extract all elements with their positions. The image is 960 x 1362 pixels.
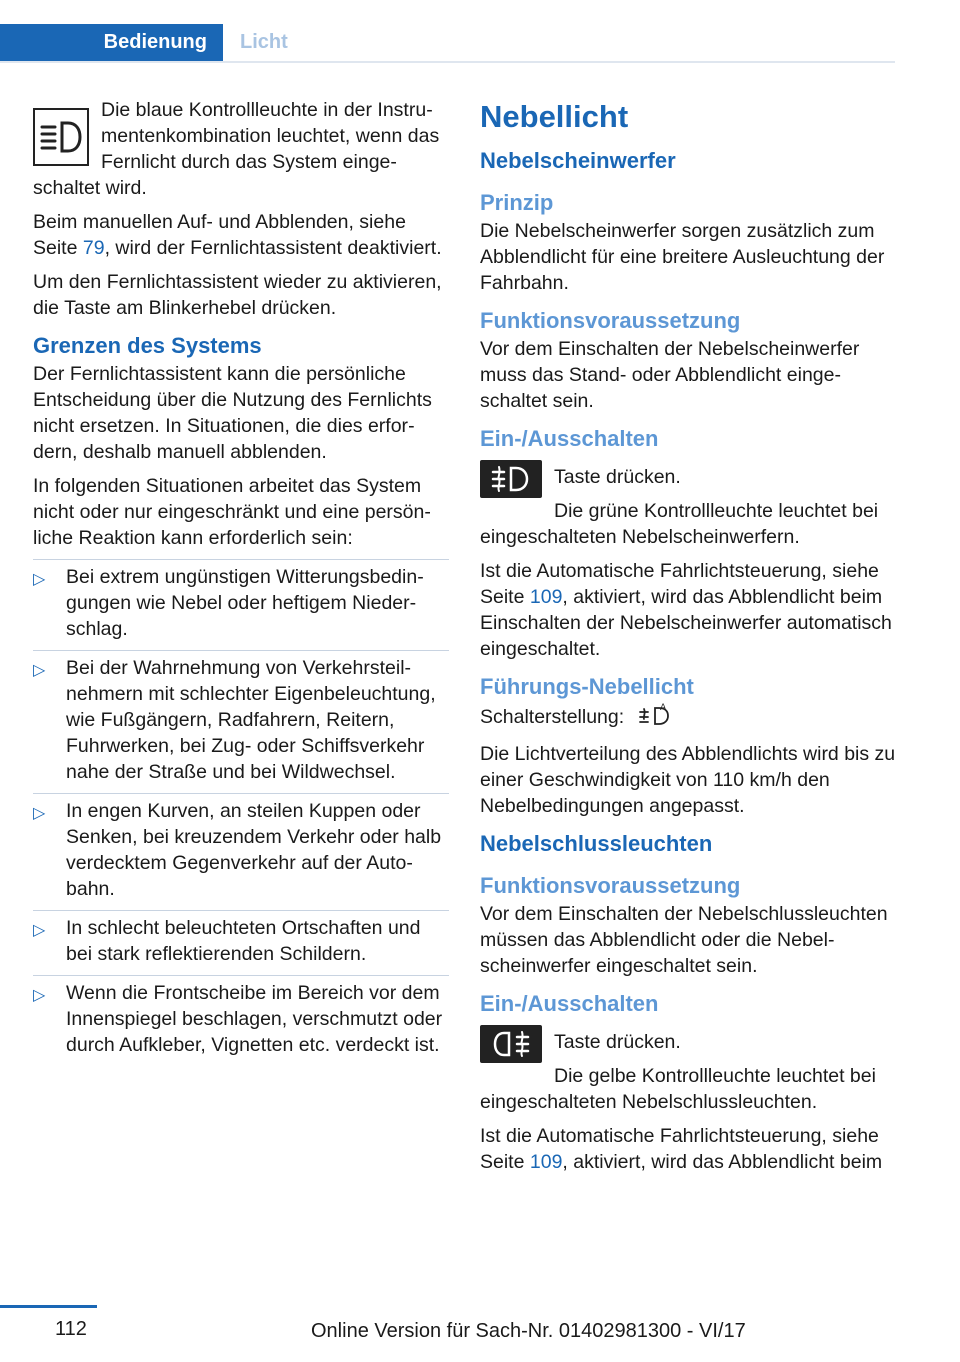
- rear-on-off-heading: Ein-/Ausschalten: [480, 991, 659, 1016]
- list-item: ▷ In engen Kurven, an steilen Kuppen oder Senken, bei kreuzendem Verkehr oder halb verdecktem Gegenverkehr auf der Autobahn.: [33, 793, 449, 902]
- switch-position-text: Schalterstellung: A: [480, 702, 896, 733]
- press-button-text: Taste drücken.: [554, 466, 681, 488]
- footer-rule: [0, 1305, 97, 1308]
- footer-version-text: Online Version für Sach-Nr. 01402981300 - VI/17: [311, 1320, 746, 1342]
- limits-heading: Grenzen des Systems: [33, 333, 262, 358]
- rear-requirement-text: Vor dem Einschalten der Nebelschlussleuchten müssen das Abblendlicht oder die Nebelscheinwerfer eingeschaltet sein.: [480, 903, 888, 977]
- page-link-79[interactable]: 79: [82, 237, 105, 259]
- guide-fog-switch-icon: [638, 702, 672, 733]
- auto-light-text: Ist die Automatische Fahrlichtsteuerung, siehe Seite 109, aktiviert, wird das Abblendlicht beim Einschalten der Nebelscheinwerfer automatisch eingeschaltet.: [480, 560, 892, 660]
- list-item: ▷ Bei der Wahrnehmung von Verkehrsteilnehmern mit schlechter Eigenbeleuchtung, wie Fußgängern, Radfahrern, Reitern, Fuhrwerken, bei Zug- oder Schiffsverkehr nahe der Straße und bei Wildwechsel.: [33, 650, 449, 785]
- rear-auto-light-text: Ist die Automatische Fahrlichtsteuerung, siehe Seite 109, aktiviert, wird das Abblendlicht beim: [480, 1125, 883, 1173]
- triangle-bullet-icon: ▷: [33, 571, 46, 588]
- right-column: [480, 97, 896, 1183]
- manual-dimming-text: Beim manuellen Auf- und Abblenden, siehe Seite 79, wird der Fernlichtassistent deaktiviert.: [33, 211, 442, 259]
- guide-fog-text: Die Lichtverteilung des Abblendlichts wird bis zu einer Geschwindigkeit von 110 km/h den Nebelbedingungen angepasst.: [480, 743, 896, 817]
- rear-fog-button-icon: [480, 1025, 542, 1063]
- high-beam-indicator-icon: [33, 108, 89, 166]
- limits-list: [33, 559, 449, 1058]
- list-item: ▷ Bei extrem ungünstigen Witterungsbedingungen wie Nebel oder heftigem Niederschlag.: [33, 559, 449, 642]
- guide-fog-heading: Führungs-Nebellicht: [480, 674, 694, 699]
- intro-text: Die blaue Kontrollleuchte in der Instrumentenkombination leuchtet, wenn das Fernlicht durch das System eingeschaltet wird.: [33, 99, 440, 199]
- tab-licht[interactable]: Licht: [240, 31, 288, 53]
- rear-fog-heading: Nebelschlussleuchten: [480, 831, 713, 856]
- green-lamp-text: Die grüne Kontrollleuchte leuchtet bei eingeschalteten Nebelscheinwerfern.: [480, 500, 879, 548]
- requirement-heading: Funktionsvoraussetzung: [480, 308, 741, 333]
- triangle-bullet-icon: ▷: [33, 662, 46, 679]
- list-item: ▷ Wenn die Frontscheibe im Bereich vor dem Innenspiegel beschlagen, verschmutzt oder durch Aufkleber, Vignetten etc. verdeckt ist.: [33, 975, 449, 1058]
- yellow-lamp-text: Die gelbe Kontrollleuchte leuchtet bei eingeschalteten Nebelschlussleuchten.: [480, 1065, 876, 1113]
- page-link-109[interactable]: 109: [529, 586, 563, 608]
- triangle-bullet-icon: ▷: [33, 987, 46, 1004]
- reactivate-text: Um den Fernlichtassistent wieder zu aktivieren, die Taste am Blinkerhebel drücken.: [33, 271, 442, 319]
- requirement-text: Vor dem Einschalten der Nebelscheinwerfer muss das Stand- oder Abblendlicht eingeschaltet sein.: [480, 338, 860, 412]
- chapter-tabbar: [0, 24, 895, 63]
- rear-requirement-heading: Funktionsvoraussetzung: [480, 873, 741, 898]
- limits-paragraph-1: Der Fernlichtassistent kann die persönliche Entscheidung über die Nutzung des Fernlichts nicht ersetzen. In Situationen, die dies erfordern, deshalb manuell abblenden.: [33, 363, 432, 463]
- limits-paragraph-2: In folgenden Situationen arbeitet das System nicht oder nur eingeschränkt und eine persönliche Reaktion kann erforderlich sein:: [33, 475, 431, 549]
- fog-lights-heading: Nebelscheinwerfer: [480, 148, 676, 173]
- principle-text: Die Nebelscheinwerfer sorgen zusätzlich zum Abblendlicht für eine breitere Ausleuchtung der Fahrbahn.: [480, 220, 885, 294]
- svg-text:A: A: [660, 703, 667, 713]
- list-item: ▷ In schlecht beleuchteten Ortschaften und bei stark reflektierenden Schildern.: [33, 910, 449, 967]
- left-column: [33, 97, 449, 1066]
- on-off-heading: Ein-/Ausschalten: [480, 426, 659, 451]
- triangle-bullet-icon: ▷: [33, 922, 46, 939]
- triangle-bullet-icon: ▷: [33, 805, 46, 822]
- tab-bedienung[interactable]: Bedienung: [0, 24, 223, 61]
- page-link-109[interactable]: 109: [529, 1151, 563, 1173]
- section-title: Nebellicht: [480, 99, 629, 134]
- principle-heading: Prinzip: [480, 190, 554, 215]
- rear-press-button-text: Taste drücken.: [554, 1031, 681, 1053]
- page-number: 112: [55, 1318, 87, 1340]
- front-fog-button-icon: [480, 460, 542, 498]
